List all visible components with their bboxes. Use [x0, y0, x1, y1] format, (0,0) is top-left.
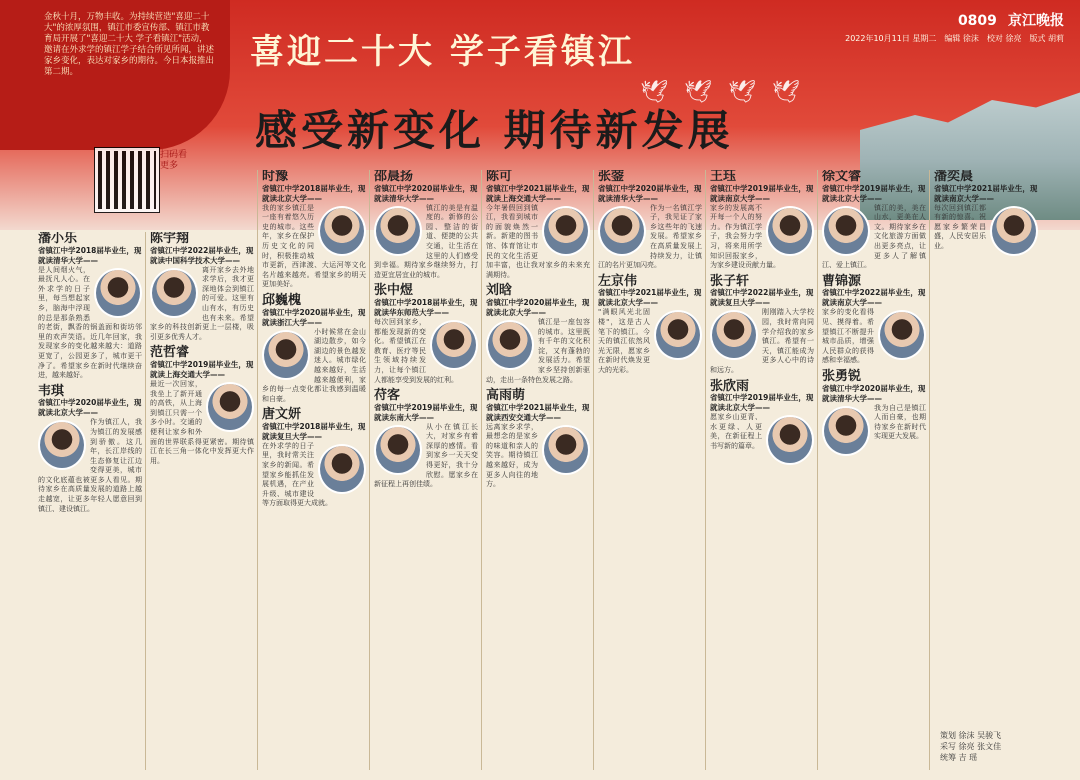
masthead — [845, 10, 1064, 44]
student-essay: 我的家乡镇江是一座有着悠久历史的城市。这些年，家乡在保护历史文化的同时，积极推动城市更新，西津渡、大运河等文化名片越来越亮。希望家乡的明天更加美好。 — [262, 203, 366, 289]
student-entry — [710, 273, 814, 376]
student-portrait — [94, 268, 142, 318]
student-entry — [598, 273, 702, 376]
student-school: 省镇江中学2018届毕业生，现就读复旦大学—— — [262, 421, 366, 441]
student-portrait — [374, 425, 422, 475]
student-school: 省镇江中学2021届毕业生，现就读北京大学—— — [598, 288, 702, 308]
student-name: 时豫 — [262, 170, 289, 184]
student-portrait — [710, 310, 758, 360]
student-school: 省镇江中学2021届毕业生，现就读上海交通大学—— — [486, 183, 590, 203]
student-portrait — [542, 425, 590, 475]
page-headline: 感受新变化 期待新发展 — [255, 106, 734, 155]
column-divider — [257, 170, 258, 770]
student-entry — [38, 383, 142, 515]
student-school: 省镇江中学2018届毕业生，现就读北京大学—— — [262, 183, 366, 203]
student-portrait — [318, 206, 366, 256]
student-essay: 镇江的美，美在山水，更美在人文。期待家乡在文化旅游方面做出更多亮点，让更多人了解镇江、爱上镇江。 — [822, 203, 926, 270]
student-name: 邱巍槐 — [262, 292, 302, 308]
student-essay: 镇江的美是有温度的。新修的公园、整洁的街道、便捷的公共交通，让生活在这里的人们感受到幸福。期待家乡继续努力，打造更宜居宜业的城市。 — [374, 203, 478, 279]
student-name: 高雨萌 — [486, 388, 526, 404]
student-entry — [710, 172, 814, 271]
student-essay: 小时候常在金山湖边散步，如今湖边的景色越发迷人。城市绿化越来越好，生活越来越便利，家乡的每一点变化都让我感到温暖和自豪。 — [262, 327, 366, 403]
column-divider — [145, 232, 146, 770]
student-entry — [710, 378, 814, 452]
student-name: 刘晗 — [486, 283, 513, 299]
student-name: 苻客 — [374, 388, 401, 404]
student-portrait — [430, 320, 478, 370]
column-divider — [481, 170, 482, 770]
student-essay: 每次回到镇江都有新的惊喜。祝愿家乡繁荣昌盛，人民安居乐业。 — [934, 203, 986, 250]
student-school: 省镇江中学2022届毕业生，现就读南京大学—— — [822, 288, 926, 308]
student-school: 省镇江中学2022届毕业生，现就读中国科学技术大学—— — [150, 245, 254, 265]
student-portrait — [262, 330, 310, 380]
student-entry — [262, 407, 366, 509]
student-name: 范哲睿 — [150, 345, 190, 361]
student-portrait — [150, 268, 198, 318]
student-name: 潘奕晨 — [934, 170, 974, 184]
student-essay: 作为一名镇江学子，我见证了家乡这些年的飞速发展。希望家乡在高质量发展上持续发力，让镇江的名片更加闪亮。 — [598, 203, 702, 270]
student-entry — [486, 283, 590, 385]
student-school: 省镇江中学2019届毕业生，现就读南京大学—— — [710, 183, 814, 203]
student-entry — [822, 273, 926, 366]
student-entry — [486, 388, 590, 490]
student-entry — [262, 292, 366, 404]
student-essay: 镇江是一座包容的城市。这里既有千年的文化积淀，又有蓬勃的发展活力。希望家乡坚持创新驱动，走出一条特色发展之路。 — [486, 317, 590, 384]
student-entry — [822, 368, 926, 442]
student-essay: 刚刚踏入大学校园，我时常向同学介绍我的家乡镇江。希望有一天，镇江能成为更多人心中的诗和远方。 — [710, 308, 814, 374]
student-entry — [822, 172, 926, 271]
credits — [940, 730, 1001, 763]
student-entry — [598, 172, 702, 271]
student-portrait — [486, 320, 534, 370]
student-school: 省镇江中学2021届毕业生，现就读南京大学—— — [934, 183, 1038, 203]
student-school: 省镇江中学2018届毕业生，现就读清华大学—— — [38, 245, 142, 265]
student-school: 省镇江中学2019届毕业生，现就读东南大学—— — [374, 402, 478, 422]
student-essay: 是人间烟火气，最抚凡人心。在外求学的日子里，每当想起家乡，脑海中浮现的总是那条熟悉的老街，飘香的锅盖面和街坊邻里的欢声笑语。近几年回家，我发现家乡的变化越来越大：道路更宽了，公园更多了，城市更干净了。希望家乡在新时代继续奋进，越来越好。 — [38, 265, 142, 380]
student-school: 省镇江中学2022届毕业生，现就读复旦大学—— — [710, 288, 814, 308]
qr-label: 扫码看更多 — [160, 150, 188, 171]
student-name: 张子轩 — [710, 273, 750, 289]
student-school: 省镇江中学2021届毕业生，现就读西安交通大学—— — [486, 402, 590, 422]
article-column — [374, 170, 478, 770]
student-name: 张中煜 — [374, 283, 414, 299]
credit-line: 统筹 吉 瑶 — [940, 753, 978, 762]
student-school: 省镇江中学2018届毕业生，现就读华东师范大学—— — [374, 297, 478, 317]
student-essay: 离开家乡去外地求学后，我才更深地体会到镇江的可爱。这里有山有水，有历史也有未来。希望家乡的科技创新更上一层楼，吸引更多优秀人才。 — [150, 265, 254, 341]
article-column — [710, 170, 814, 770]
student-portrait — [542, 206, 590, 256]
student-entry — [150, 234, 254, 342]
student-entry — [374, 283, 478, 385]
student-school: 省镇江中学2019届毕业生，现就读北京大学—— — [822, 183, 926, 203]
student-entry — [38, 234, 142, 381]
article-column — [150, 232, 254, 770]
student-school: 省镇江中学2020届毕业生，现就读浙江大学—— — [262, 307, 366, 327]
student-name: 邵晨扬 — [374, 170, 414, 184]
student-name: 曹锦源 — [822, 273, 862, 289]
page-meta: 2022年10月11日 星期二 编辑 徐沫 校对 徐亮 版式 胡莉 — [845, 34, 1064, 43]
student-school: 省镇江中学2020届毕业生，现就读清华大学—— — [598, 183, 702, 203]
student-name: 陈可 — [486, 170, 513, 184]
student-name: 王珏 — [710, 170, 737, 184]
student-essay: 我为自己是镇江人而自豪，也期待家乡在新时代实现更大发展。 — [874, 403, 926, 441]
theme-title: 喜迎二十大 学子看镇江 — [250, 32, 635, 72]
student-essay: 远离家乡求学，最想念的是家乡的味道和亲人的笑容。期待镇江越来越好，成为更多人向往的地方。 — [486, 422, 538, 489]
student-name: 唐文妍 — [262, 407, 302, 423]
paper-name: 京江晚报 — [1008, 13, 1064, 29]
student-portrait — [878, 310, 926, 360]
student-school: 省镇江中学2020届毕业生，现就读北京大学—— — [486, 297, 590, 317]
student-name: 张欣雨 — [710, 378, 750, 394]
student-school: 省镇江中学2019届毕业生，现就读北京大学—— — [710, 393, 814, 413]
article-column — [38, 232, 142, 770]
student-essay: 在外求学的日子里，我时常关注家乡的新闻。希望家乡能抓住发展机遇，在产业升级、城市建设等方面取得更大成就。 — [262, 441, 332, 508]
student-essay: 从小在镇江长大，对家乡有着深厚的感情。看到家乡一天天变得更好，我十分欣慰。愿家乡在新征程上再创佳绩。 — [374, 422, 478, 489]
student-portrait — [206, 382, 254, 432]
student-essay: 家乡的变化看得见、摸得着。希望镇江不断提升城市品质，增强人民群众的获得感和幸福感。 — [822, 308, 874, 365]
student-portrait — [318, 444, 366, 494]
student-essay: 每次回到家乡，都能发现新的变化。希望镇江在教育、医疗等民生领域持续发力，让每个镇江人都能享受到发展的红利。 — [374, 317, 458, 384]
student-name: 韦琪 — [38, 383, 65, 399]
credit-line: 采写 徐亮 张文佳 — [940, 742, 1002, 751]
column-divider — [705, 170, 706, 770]
credit-line: 策划 徐沫 吴骏飞 — [940, 731, 1002, 740]
student-name: 张勇锐 — [822, 368, 862, 384]
student-portrait — [822, 206, 870, 256]
student-portrait — [38, 420, 86, 470]
dove-icons: 🕊🕊🕊🕊 — [640, 80, 816, 105]
student-entry — [374, 172, 478, 280]
article-column — [934, 170, 1038, 710]
article-column — [262, 170, 366, 770]
article-column — [822, 170, 926, 770]
student-essay: 愿家乡山更青、水更绿、人更美，在新征程上书写新的篇章。 — [710, 413, 762, 450]
student-name: 陈宇翔 — [150, 232, 190, 246]
student-portrait — [374, 206, 422, 256]
student-portrait — [822, 406, 870, 456]
student-entry — [374, 388, 478, 490]
student-portrait — [598, 206, 646, 256]
student-entry — [262, 172, 366, 290]
student-essay: 最近一次回家，我坐上了新开通的高铁，从上海到镇江只需一个多小时。交通的便利让家乡和外面的世界联系得更紧密。期待镇江在长三角一体化中发挥更大作用。 — [150, 379, 254, 465]
student-name: 徐文睿 — [822, 170, 862, 184]
student-name: 张蓥 — [598, 170, 625, 184]
student-school: 省镇江中学2020届毕业生，现就读清华大学—— — [374, 183, 478, 203]
student-essay: "满眼风光北固楼"，这是古人笔下的镇江。今天的镇江依然风光无限，愿家乡在新时代焕发更大的光彩。 — [598, 308, 650, 374]
student-school: 省镇江中学2020届毕业生，现就读北京大学—— — [38, 398, 142, 418]
student-school: 省镇江中学2020届毕业生，现就读清华大学—— — [822, 383, 926, 403]
intro-blurb: 金秋十月，万物丰收。为持续营造"喜迎二十大"的浓厚氛围，镇江市委宣传部、镇江市教育局开展了"喜迎二十大 学子看镇江"活动，邀请在外求学的镇江学子结合所见所闻，讲述家乡变化，表达对家乡的期待。今日本报推出第二期。 — [44, 12, 215, 77]
column-divider — [929, 170, 930, 770]
student-essay: 作为镇江人，我为镇江的发展感到骄傲。这几年，长江岸线的生态修复让江边变得更美，城市的文化底蕴也被更多人看见。期待家乡在高质量发展的道路上越走越宽，让更多年轻人愿意回到镇江、建设镇江。 — [38, 418, 142, 513]
student-entry — [934, 172, 1038, 252]
student-essay: 家乡的发展离不开每一个人的努力。作为镇江学子，我会努力学习，将来用所学知识回报家乡，为家乡建设贡献力量。 — [710, 203, 780, 270]
column-divider — [817, 170, 818, 770]
student-name: 左京伟 — [598, 273, 638, 289]
article-column — [486, 170, 590, 770]
qr-code-icon[interactable] — [95, 148, 159, 212]
student-essay: 今年暑假回到镇江，我看到城市的面貌焕然一新。新建的图书馆、体育馆让市民的文化生活更加丰富，也让我对家乡的未来充满期待。 — [486, 203, 590, 279]
student-portrait — [766, 206, 814, 256]
student-name: 潘小乐 — [38, 232, 78, 246]
column-divider — [369, 170, 370, 770]
student-entry — [150, 345, 254, 466]
column-divider — [593, 170, 594, 770]
student-school: 省镇江中学2019届毕业生，现就读上海交通大学—— — [150, 359, 254, 379]
student-entry — [486, 172, 590, 280]
student-portrait — [766, 415, 814, 465]
page-number: 0809 — [957, 13, 997, 29]
article-column — [598, 170, 702, 770]
student-portrait — [990, 206, 1038, 256]
student-portrait — [654, 310, 702, 360]
